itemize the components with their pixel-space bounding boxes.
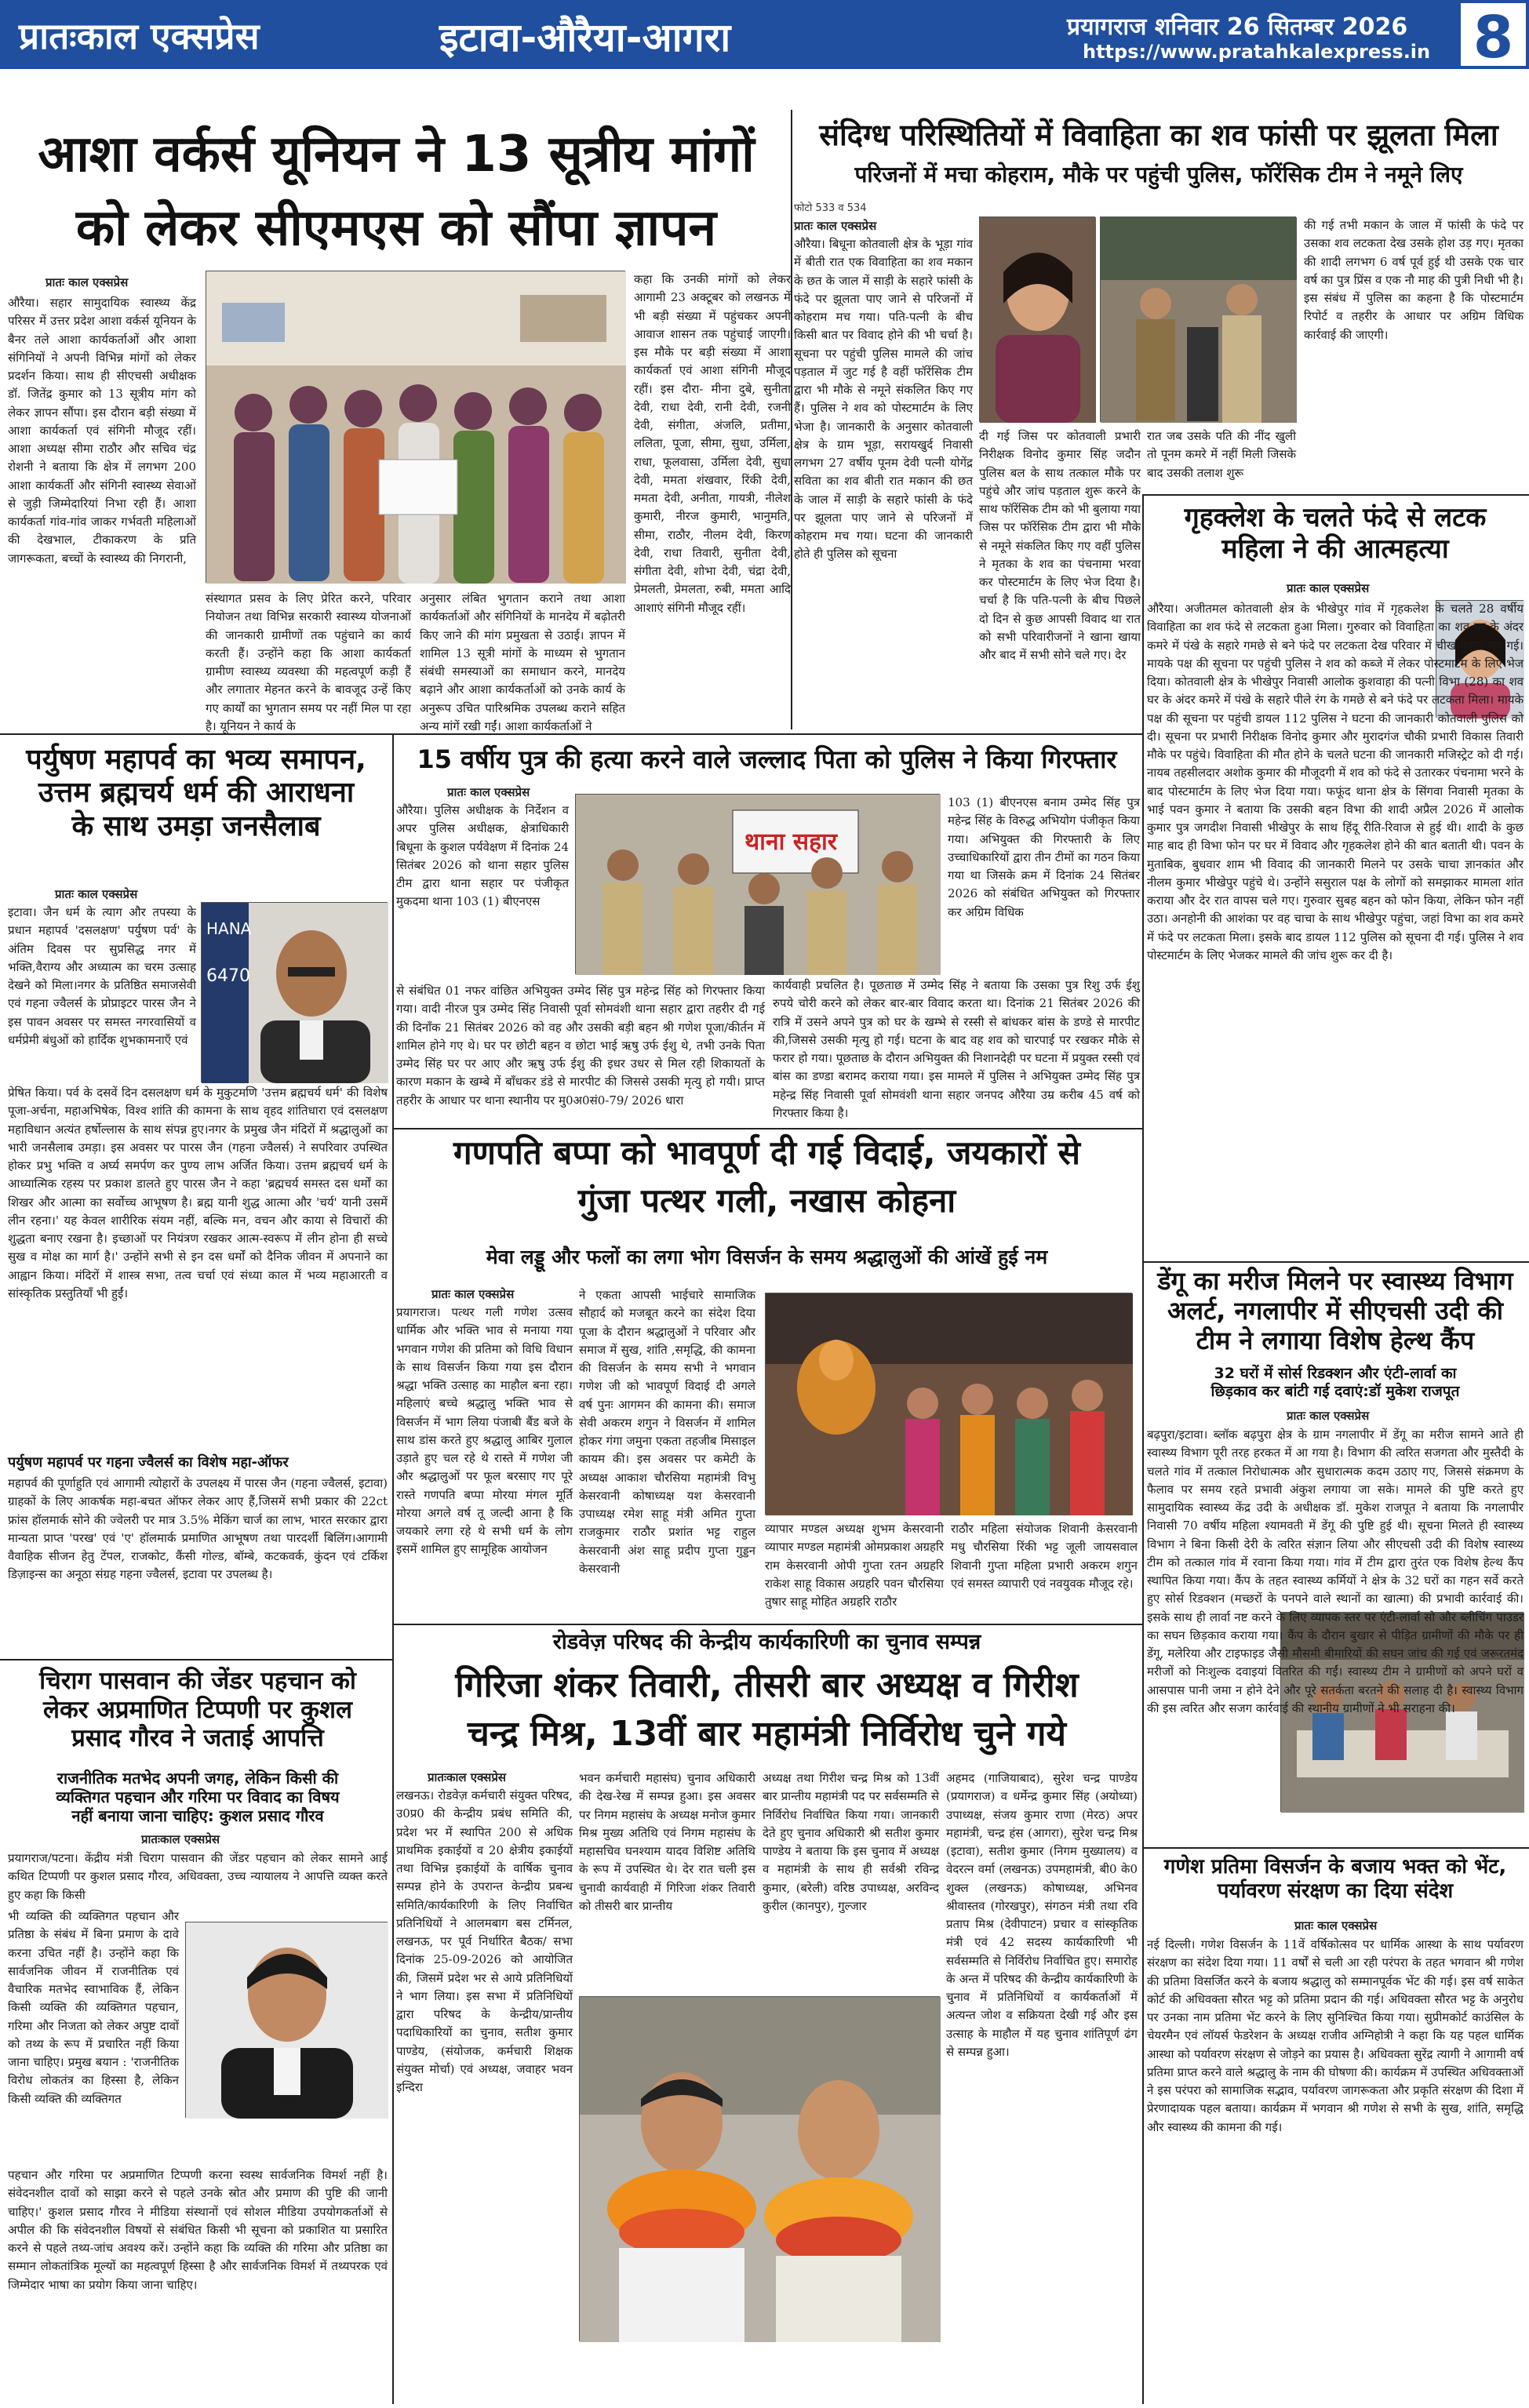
paper-name: प्रातःकाल एक्सप्रेस — [19, 15, 260, 57]
vivahita-photo-woman — [979, 216, 1095, 422]
dateline: प्रयागराज शनिवार 26 सितम्बर 2026 — [1067, 13, 1408, 41]
asha-headline-line2: को लेकर सीएमएस को सौंपा ज्ञापन — [76, 198, 716, 257]
dengue-headline — [1147, 1267, 1524, 1355]
row-rule-7 — [1142, 1847, 1529, 1849]
ganesh-env-headline — [1147, 1855, 1524, 1903]
asha-photo — [206, 271, 625, 583]
leaders-garland-photo — [580, 1997, 941, 2342]
roadways-headline-line1: गिरिजा शंकर तिवारी, तीसरी बार अध्यक्ष व गिरीश — [455, 1665, 1079, 1705]
asha-headline — [8, 125, 785, 258]
roadways-body-col3: अध्यक्ष तथा गिरीश चन्द्र मिश्र को 13वीं बार प्रान्तीय महामंत्री पद पर सर्वसम्मति से निर्विरोध निर्वाचित किया गया। जानकारी देते हुए चुनाव अधिकारी श्री सतीश कुमार पाण्डेय ने बताया कि इस चुनाव में अध्यक्ष व महामंत्री के साथ ही सर्वश्री रविन्द्र कुमार, (बरेली) वरिष्ठ उपाध्यक्ष, अरविन्द कुरील (कानपुर), गुल्जार — [763, 1771, 939, 1913]
chirag-headline-line1: चिराग पासवान की जेंडर पहचान को — [39, 1667, 356, 1695]
ganesh-env-byline: प्रातः काल एक्सप्रेस — [1294, 1919, 1378, 1933]
paryushan-headline-line1: पर्युषण महापर्व का भव्य समापन, — [26, 744, 366, 776]
row-rule-6 — [1142, 1261, 1529, 1263]
chirag-headline — [8, 1667, 388, 1753]
chirag-byline: प्रातःकाल एक्सप्रेस — [141, 1832, 220, 1846]
vivahita-photo-police — [1100, 216, 1296, 422]
woman-portrait-photo — [980, 217, 1096, 423]
row-rule-2 — [392, 1128, 1142, 1129]
hatya-headline: 15 वर्षीय पुत्र की हत्या करने वाले जल्लाद पिता को पुलिस ने किया गिरफ्तार — [417, 744, 1117, 774]
ganpati-headline-line2: गुंजा पत्थर गली, नखास कोहना — [577, 1180, 956, 1220]
asha-byline: प्रातः काल एक्सप्रेस — [46, 275, 129, 289]
vivahita-body-col1: औरैया। बिधूना कोतवाली क्षेत्र के भूड़ा गांव में बीती रात एक विवाहिता का शव मकान के छत के जाल में साड़ी के सहारे फांसी के फंदे पर झूलता पाए जाने से परिजनों में कोहराम मच गया। पति-पत्नी के बीच किसी बात पर विवाद होने की भी चर्चा है। सूचना पर पहुंची पुलिस मामले की जांच पड़ताल में जुट गई है वहीं फॉरेंसिक टीम द्वारा भी मौके से नमूने संकलित किए गए हैं। पुलिस ने शव को पोस्टमार्टम के लिए भेजा है। जानकारी के अनुसार कोतवाली क्षेत्र के ग्राम भूड़ा, सरायखुर्द निवासी लगभग 27 वर्षीय पूनम देवी पत्नी योगेंद्र सविता का शव बीती रात मकान की छत के जाल में साड़ी के सहारे फांसी के फंदे पर झूलता पाए जाने से परिजनों में कोहराम मच गया। घटना की जानकारी होते ही पुलिस को सूचना — [794, 237, 973, 562]
paryushan-photo — [201, 902, 388, 1082]
chirag-headline-line2: लेकर अप्रमाणित टिप्पणी पर कुशल — [42, 1695, 353, 1724]
dengue-subhead-line1: 32 घरों में सोर्स रिडक्शन और एंटी-लार्वा का — [1214, 1365, 1457, 1382]
vivahita-body-col2: दी गई जिस पर कोतवाली प्रभारी निरीक्षक विनोद कुमार सिंह जदौन पुलिस बल के साथ तत्काल मौके पर पहुंचे और जांच पड़ताल शुरू करने के साथ फॉरेंसिक टीम को भी बुलाया गया जिस पर फॉरेंसिक टीम द्वारा भी मौके से नमूने संकलित किए गए वहीं पुलिस ने मृतका के शव का पंचनामा भरवा कर पोस्टमार्टम के लिए भेज दिया है। चर्चा है कि पति-पत्नी के बीच पिछले दो दिन से कुछ आपसी विवाद था रात को सभी परिवारीजनों ने खाना खाया और बाद में सभी सोने चले गए। देर — [979, 429, 1141, 662]
row-rule-4 — [0, 1659, 392, 1661]
grihklesh-headline-line1: गृहक्लेश के चलते फंदे से लटक — [1184, 502, 1487, 533]
thana-sign-text: थाना सहार — [744, 828, 838, 856]
paryushan-offer-body: महापर्व की पूर्णाहुति एवं आगामी त्योहारों के उपलक्ष्य में पारस जैन (गहना ज्वैलर्स, इटावा) ग्राहकों के लिए आकर्षक महा-बचत ऑफर लेकर आए हैं,जिसमें सभी प्रकार की 22ct फ्रांस हॉलमार्क सोने की ज्वेलरी पर मात्र 3.5% मेकिंग चार्ज का लाभ, भारत सरकार द्वारा मान्यता प्राप्त 'परख' एवं 'ए' हॉलमार्क प्रमाणित आभूषण तथा पारदर्शी बिलिंग।आगामी वैवाहिक सीजन हेतु टेंपल, राजकोट, कैंसी गोल्ड, बॉम्बे, कटकवर्क, कुंदन एवं टर्किश डिज़ाइन्स का अनूठा संग्रह गहना ज्वैलर्स, इटावा पर उपलब्ध है। — [8, 1476, 388, 1582]
hatya-photo — [575, 794, 940, 974]
paryushan-headline-line2: उत्तम ब्रह्मचर्य धर्म की आराधना — [38, 777, 355, 809]
vivahita-byline: प्रातः काल एक्सप्रेस — [794, 219, 877, 233]
ganpati-body-col3: व्यापार मण्डल अध्यक्ष शुभम केसरवानी व्यापार मण्डल महामंत्री ओमप्रकाश अग्रहरि राम केसरवानी ओपी गुप्ता रतन अग्रहरि राकेश साहू विकास अग्रहरि पवन चौरसिया तुषार साहू मोहित अग्रहरि राठौर — [765, 1522, 944, 1609]
roadways-headline — [396, 1661, 1138, 1758]
man-portrait-photo-2 — [186, 1922, 388, 2119]
roadways-headline-line2: चन्द्र मिश्र, 13वीं बार महामंत्री निर्विरोध चुने गये — [467, 1713, 1067, 1754]
ganesh-env-body: नई दिल्ली। गणेश विसर्जन के 11वें वर्षिकोत्सव पर धार्मिक आस्था के साथ पर्यावरण संरक्षण का संदेश दिया गया। 11 वर्षों से चली आ रही परंपरा के तहत भगवान श्री गणेश की प्रतिमा विसर्जित करने के बजाय श्रद्धालु को सम्मानपूर्वक भेंट की गई। इस वर्ष साकेत कोर्ट की अधिवक्ता सौरत भट्ट को प्रतिमा प्रदान की गई। अधिवक्ता सौरत भट्ट के अनुरोध पर उनका नाम प्रतिमा भेंट करने के लिए सुनिश्चित किया गया। सुप्रीमकोर्ट काउंसिल के चेयरमैन एवं लॉयर्स फेडरेशन के अध्यक्ष राजीव अग्निहोत्री ने कहा कि यह पहल धार्मिक आस्था को पर्यावरण संरक्षण से जोड़ने का प्रयास है। अधिवक्ता सुरेंद्र त्यागी ने आगामी वर्ष प्रतिमा प्राप्त करने वाले श्रद्धालु के नाम की घोषणा की। कार्यक्रम में उपस्थित अधिवक्ताओं ने इस परंपरा को सामाजिक सद्भाव, पर्यावरण जागरूकता और प्रकृति संरक्षण की दिशा में प्रेरणादायक पहल बताया। कार्यक्रम में भगवान श्री गणेश से सभी के सुख, शांति, समृद्धि और स्वास्थ्य की कामना की गई। — [1147, 1937, 1524, 2134]
dengue-headline-line1: डेंगू का मरीज मिलने पर स्वास्थ्य विभाग — [1157, 1266, 1513, 1296]
roadways-body-col1: लखनऊ। रोडवेज़ कर्मचारी संयुक्त परिषद, उ0प्र0 की केन्द्रीय प्रबंध समिति की, प्रदेश भर में स्थापित 200 से अधिक प्राथमिक इकाईयों व 20 क्षेत्रीय इकाईयों तथा विभिन्न इकाईयों के वार्षिक चुनाव सम्पन्न होने के उपरान्त केन्द्रीय प्रबन्ध समिति/कार्यकारिणी के लिए निर्वाचित प्रतिनिधियों ने आलमबाग बस टर्मिनल, लखनऊ, पर पूर्व निर्धारित बैठक/ सभा दिनांक 25-09-2026 को आयोजित की, जिसमें प्रदेश भर से आये प्रतिनिधियों ने भाग लिया। इस सभा में प्रतिनिधियों द्वारा परिषद के केन्द्रीय/प्रान्तीय पदाधिकारियों का चुनाव, सतीश कुमार पाण्डेय, (संयोजक, कर्मचारी शिक्षक संयुक्त मोर्चा) एवं अध्यक्ष, जवाहर भवन इन्दिरा — [396, 1788, 573, 2094]
man-portrait-photo — [202, 903, 388, 1083]
chirag-subhead-line1: राजनीतिक मतभेद अपनी जगह, लेकिन किसी की — [56, 1769, 339, 1788]
vivahita-body-col3: रात जब उसके पति की नींद खुली तो पूनम कमरे में नहीं मिली जिसके बाद उसकी तलाश शुरू — [1147, 429, 1296, 480]
paryushan-byline: प्रातः काल एक्सप्रेस — [55, 887, 138, 901]
ganpati-photo — [765, 1293, 1132, 1515]
sign-number-text: 6470 — [206, 966, 250, 986]
paryushan-offer-heading: पर्युषण महापर्व पर गहना ज्वैलर्स का विशेष महा-ऑफर — [8, 1454, 289, 1471]
roadways-body-col4: अहमद (गाजियाबाद), सुरेश चन्द्र पाण्डेय (प्रयागराज) व धर्मेन्द्र कुमार सिंह (अयोध्या) उपाध्यक्ष, संजय कुमार राणा (मेरठ) अपर महामंत्री, चन्द्र हंस (आगरा), सुरेश चन्द्र मिश्र (इटावा), सतीश कुमार (निगम मुख्यालय) व वेदरत्न वर्मा (लखनऊ) उपमहामंत्री, बी0 के0 शुक्ल (लखनऊ) कोषाध्यक्ष, अभिनव श्रीवास्तव (गोरखपुर), संगठन मंत्री तथा रवि प्रताप मिश्र (देवीपाटन) प्रचार व सांस्कृतिक मंत्री एवं 42 सदस्य कार्यकारिणी भी सर्वसम्मति से निर्विरोध निर्वाचित हुए। समारोह के अन्त में परिषद की केन्द्रीय कार्यकारिणी के चुनाव में प्रतिनिधियों व कार्यकर्ताओं में अत्यन्त जोश व सक्रियता देखी गई और इस उत्साह के माहौल में यह चुनाव शांतिपूर्ण ढंग से सम्पन्न हुआ। — [946, 1771, 1138, 2059]
asha-body-col4: कहा कि उनकी मांगों को लेकर आगामी 23 अक्टूबर को लखनऊ में भी बड़ी संख्या में पहुंचकर अपनी आवाज शासन तक पहुंचाई जाएगी। इस मौके पर बड़ी संख्या में आशा कार्यकर्ता एवं आशा संगिनी मौजूद रहीं। इस दौरा- मीना दुबे, सुनीता देवी, राधा देवी, रानी देवी, रजनी देवी, संगीता, अंजलि, प्रतीमा, ललिता, पूजा, सीमा, सुधा, उर्मिला, राधा, फूलवासा, उर्मिला देवी, सुधा देवी, ममता शंखवार, रिंकी देवी, ममता देवी, अनीता, गायत्री, नीलेश कुमारी, नीरज कुमारी, भानुमति, सीमा, राठौर, नीलम देवी, किरण देवी, राधा तिवारी, सुनीता देवी, संगीता देवी, शोभा देवी, चंद्रा देवी, प्रेमलती, प्रेमलता, रुबी, ममता आदि आशाएं संगिनी मौजूद रहीं। — [634, 272, 791, 615]
ganpati-body-col1: प्रयागराज। पत्थर गली गणेश उत्सव धार्मिक और भक्ति भाव से मनाया गया भगवान गणेश की प्रतिमा को विधि विधान के साथ विसर्जन किया गया इस दौरान श्रद्धा भक्ति उत्साह का माहौल बना रहा। महिलाएं बच्चे श्रद्धालु भक्ति भाव से विसर्जन में भाग लिया पंजाबी बैंड बजे के साथ डांस करते हुए श्रद्धालु आबिर गुलाल उड़ाते हुए चल रहे थे रास्ते में गणेश जी और श्रद्धालुओं पर फूल बरसाए गए पूरे रास्ते गणपति बप्पा मोरया मंगल मूर्ति मोरया अगले वर्ष तू जल्दी आना है कि जयकारे लगा रहे थे सभी धर्म के लोग इसमें शामिल हुए सामूहिक आयोजन — [396, 1305, 573, 1557]
grihklesh-body: औरैया। अजीतमल कोतवाली क्षेत्र के भीखेपुर गांव में गृहकलेश के चलते 28 वर्षीय विवाहिता का शव फंदे से लटकता हुआ मिला। गुरुवार को विवाहिता का शव घर के अंदर कमरे में पंखे के सहारे गमछे से बने फंदे पर लटकता देख परिवार में चीख-पुकार मच गई। मायके पक्ष की सूचना पर पहुंची पुलिस ने शव को कब्जे में लेकर पोस्टमार्टम के लिए भेज दिया। कोतवाली क्षेत्र के भीखेपुर निवासी आलोक कुशवाहा की पत्नी विभा (28) का शव घर के अंदर कमरे में पंखे के सहारे पीले रंग के गमछे से बने फंदे पर लटकता मिला। मायके पक्ष की सूचना पर पहुंची डायल 112 पुलिस ने घटना की जानकारी कोतवाली पुलिस को दी। सूचना पर प्रभारी निरीक्षक विनोद कुमार और मुरादगंज चौकी प्रभारी विकास तिवारी मौके पर पहुंचे। विवाहिता की मौत होने के चलते घटना की जानकारी मजिस्ट्रेट को दी गई। नायब तहसीलदार अशोक कुमार की मौजूदगी में शव को फंदे से उतारकर पंचनामा भरने के बाद पोस्टमार्टम के लिए भेज दिया गया। फफूंद थाना क्षेत्र के सिंगवा निवासी मृतका के भाई पवन कुमार ने बताया कि उसकी बहन विभा की शादी अप्रैल 2026 में आलोक कुमार पुत्र जगदीश निवासी भीखेपुर के साथ हिंदू रीति-रिवाज से हुई थी। शादी के कुछ माह बाद ही विभा फोन पर घर में विवाद और गृहकलेश होने की बात बताती थी। पवन के मुताबिक, बुधवार शाम भी विवाद की जानकारी मिलने पर उसके चाचा ज्ञानकांत और नीलम कुमार भीखेपुर पहुंचे थे। उन्होंने ससुराल पक्ष के लोगों को समझाकर मामला शांत कराया और देर रात वापस चले गए। गुरुवार सुबह बहन को फोन किया, लेकिन फोन नहीं उठा। अनहोनी की आशंका पर वह चाचा के साथ भीखेपुर पहुंचा, जहां विभा का शव कमरे में फंदे पर लटकता मिला। इसके बाद डायल 112 पुलिस को सूचना दी गई। पुलिस ने शव पोस्टमार्टम के लिए भेजकर मामले की जांच शुरू कर दी है। — [1147, 602, 1524, 962]
chirag-photo — [185, 1922, 388, 2118]
asha-body-col3: अनुसार लंबित भुगतान कराने तथा आशा कार्यकर्ताओं और संगिनियों के मानदेय में बढ़ोतरी किए जाने की मांग प्रमुखता से उठाई। ज्ञापन में शामिल 13 सूत्री मांगों के माध्यम से भुगतान संबंधी समस्याओं का समाधान करने, मानदेय बढ़ाने और आशा कार्यकर्ताओं को उनके कार्य के अनुरूप उचित पारिश्रमिक उपलब्ध कराने सहित अन्य मांगें रखी गईं। आशा कार्यकर्ताओं ने — [420, 591, 625, 733]
ganpati-body-col2: ने एकता आपसी भाईचारे सामाजिक सौहार्द को मजबूत करने का संदेश दिया पूजा के दौरान श्रद्धालुओं ने परिवार और समाज में सुख, शांति ,समृद्धि, की कामना की विसर्जन के समय सभी ने भगवान गणेश जी को भावपूर्ण विदाई दी अगले वर्ष पुनः आगमन की कामना की। समाज सेवी अकरम शगुन ने विसर्जन में शामिल होकर गंगा जमुना एकता तहजीब मिसाइल कायम की। इस अवसर पर कमेटी के अध्यक्ष आकाश चौरसिया महामंत्री विभु केसरवानी कोषाध्यक्ष यश केसरवानी उपाध्यक्ष रमेश साहू मंत्री अमित गुप्ता राजकुमार राठौर प्रशांत भट्ट राहुल केसरवानी अंश साहू प्रदीप गुप्ता गुड्डन केसरवानी — [579, 1288, 755, 1576]
hana-sign-text: HANA — [206, 919, 252, 938]
paryushan-headline — [8, 744, 384, 843]
row-rule-3 — [392, 1624, 1142, 1625]
masthead — [0, 0, 1529, 69]
website-link[interactable]: https://www.pratahkalexpress.in — [1083, 41, 1431, 63]
police-arrest-photo — [576, 795, 941, 975]
vivahita-photo-label: फोटो 533 व 534 — [794, 202, 867, 214]
dengue-body: बढ़पुरा/इटावा। ब्लॉक बढ़पुरा क्षेत्र के ग्राम नगलापीर में डेंगू का मरीज सामने आते ही स्वास्थ्य विभाग पूरी तरह हरकत में आ गया है। विभाग की त्वरित सजगता और मुस्तैदी के चलते गांव में तत्काल निरोधात्मक और सुधारात्मक कदम उठाए गए, जिससे संक्रमण के फैलाव पर समय रहते प्रभावी अंकुश लगाया जा सके। मामले की पुष्टि करते हुए सामुदायिक स्वास्थ्य केंद्र उदी के अधीक्षक डॉ. मुकेश राजपूत ने बताया कि नगलापीर निवासी 70 वर्षीय महिला श्यामवती में डेंगू की पुष्टि हुई थी। सूचना मिलते ही स्वास्थ्य विभाग ने बिना किसी देरी के त्वरित संज्ञान लिया और सीएचसी उदी की विशेष स्वास्थ्य टीम को तत्काल गांव में रवाना किया गया। गांव में टीम द्वारा तुरंत एक विशेष हेल्थ कैंप स्थापित किया गया। कैंप के तहत स्वास्थ्य कर्मियों ने क्षेत्र के 32 घरों का गहन सर्वे करते हुए सोर्स रिडक्शन (मच्छरों के पनपने वाले स्थानों का खात्मा) की प्रभावी कार्रवाई की। इसके साथ ही लार्वा नष्ट करने के लिए व्यापक स्तर पर एंटी-लार्वा सो और ब्लीचिंग पाउडर का सघन छिड़काव कराया गया। कैंप के दौरान बुखार से पीड़ित ग्रामीणों की मौके पर ही डेंगू, मलेरिया और टाइफाइड जैसी मौसमी बीमारियों की सघन जांच की गई एवं जरूरतमंद मरीजों को निःशुल्क दवाइयां वितरित की गईं। स्वास्थ्य टीम ने ग्रामीणों को अपने घरों व आसपास पानी जमा न होने देने और पूरे सतर्कता बरतने की सलाह दी है। स्वास्थ्य विभाग की इस त्वरित और सजग कार्रवाई की स्थानीय ग्रामीणों ने भी सराहना की। — [1147, 1428, 1524, 1715]
chirag-body-full: पहचान और गरिमा पर अप्रमाणित टिप्पणी करना स्वस्थ सार्वजनिक विमर्श नहीं है। संवेदनशील दावों को साझा करने से पहले उनके स्रोत और प्रमाण की पुष्टि की जानी चाहिए।' कुशल प्रसाद गौरव ने मीडिया संस्थानों एवं सोशल मीडिया उपयोगकर्ताओं से अपील की कि संवेदनशील विषयों से संबंधित किसी भी सूचना को प्रकाशित या प्रसारित करने से पहले तथ्य-जांच अवश्य करें। उन्होंने कहा कि व्यक्ति की गरिमा और प्रतिष्ठा का सम्मान लोकतांत्रिक मूल्यों का महत्वपूर्ण हिस्सा है और सार्वजनिक विमर्श में तथ्यपरक एवं जिम्मेदार भाषा का प्रयोग किया जाना चाहिए। — [8, 2168, 388, 2292]
roadways-kicker: रोडवेज़ परिषद की केन्द्रीय कार्यकारिणी का चुनाव सम्पन्न — [552, 1630, 981, 1654]
row-rule-1 — [0, 733, 1142, 735]
roadways-byline: प्रातःकाल एक्सप्रेस — [428, 1770, 506, 1784]
dengue-headline-line2: अलर्ट, नगलापीर में सीएचसी उदी की — [1167, 1295, 1504, 1326]
vivahita-body-col4: की गई तभी मकान के जाल में फांसी के फंदे पर उसका शव लटकता देख उसके होश उड़ गए। मृतका की शादी लगभग 6 वर्ष पूर्व हुई थी उसके एक चार वर्ष का पुत्र प्रिंस व एक नौ माह की पुत्री निधी भी है। इस संबंध में पुलिस का कहना है कि पोस्टमार्टम रिपोर्ट व तहरीर के आधार पर अग्रिम विधिक कार्रवाई की जाएगी। — [1304, 218, 1524, 342]
chirag-subhead — [8, 1769, 388, 1825]
grihklesh-headline — [1147, 502, 1524, 565]
row-rule-5 — [1142, 494, 1529, 496]
grihklesh-headline-line2: महिला ने की आत्महत्या — [1221, 533, 1449, 566]
column-rule-1 — [791, 110, 792, 729]
vivahita-headline: संदिग्ध परिस्थितियों में विवाहिता का शव फांसी पर झूलता मिला — [819, 118, 1498, 152]
chirag-headline-line3: प्रसाद गौरव ने जताई आपत्ति — [71, 1724, 324, 1753]
column-rule-3 — [1142, 494, 1144, 2404]
roadways-body-col2: भवन कर्मचारी महासंघ) चुनाव अधिकारी की देख-रेख में सम्पन्न हुआ। इस अवसर पर निगम महासंघ के अध्यक्ष मनोज कुमार मिश्र मुख्य अतिथि एवं निगम महासंघ के महासचिव घनश्याम यादव विशिष्ट अतिथि के रूप में उपस्थित थे। देर रात चली इस चुनावी कार्यवाही में गिरिजा शंकर तिवारी को तीसरी बार प्रान्तीय — [579, 1771, 755, 1913]
ganpati-headline-line1: गणपति बप्पा को भावपूर्ण दी गई विदाई, जयकारों से — [453, 1133, 1080, 1172]
column-rule-2 — [392, 733, 394, 2404]
asha-body-col2: संस्थागत प्रसव के लिए प्रेरित करने, परिवार नियोजन तथा विभिन्न सरकारी स्वास्थ्य योजनाओं की जानकारी ग्रामीणों तक पहुंचाने का कार्य करती हैं। उन्होंने कहा कि आशा कार्यकर्ता ग्रामीण स्वास्थ्य व्यवस्था की महत्वपूर्ण कड़ी हैं और लगातार मेहनत करने के बावजूद उन्हें किए गए कार्यों का भुगतान समय पर नहीं मिल पा रहा है। यूनियन ने कार्य के — [206, 591, 411, 733]
hatya-body-right: 103 (1) बीएनएस बनाम उम्मेद सिंह पुत्र महेन्द्र सिंह के विरुद्ध अभियोग पंजीकृत किया गया। अभियुक्त की गिरफ्तारी के लिए उच्चाधिकारियों द्वारा तीन टीमों का गठन किया गया था जिसके क्रम में दिनांक 24 सितंबर 2026 को संबंधित अभियुक्त को गिरफ्तार कर अग्रिम विधिक — [948, 795, 1140, 919]
hatya-byline: प्रातः काल एक्सप्रेस — [447, 785, 530, 799]
chirag-subhead-line2: व्यक्तिगत पहचान और गरिमा पर विवाद का विषय — [56, 1788, 340, 1806]
police-scene-photo — [1101, 217, 1297, 423]
paryushan-headline-line3: के साथ उमड़ा जनसैलाब — [71, 809, 321, 842]
asha-body-col1: औरैया। सहार सामुदायिक स्वास्थ्य केंद्र परिसर में उत्तर प्रदेश आशा वर्कर्स यूनियन के बैनर तले आशा कार्यकर्ताओं और आशा संगिनियों ने अपनी विभिन्न मांगों को लेकर प्रदर्शन किया। साथ ही सीएचसी अधीक्षक डॉ. जितेंद्र कुमार को 13 सूत्रीय मांग को लेकर ज्ञापन सौंपा। इस दौरान बड़ी संख्या में आशा कार्यकर्ता एवं संगिनी मौजूद रहीं। आशा अध्यक्ष सीमा राठौर और सचिव चंद्र रोशनी ने बताया कि क्षेत्र में लगभग 200 आशा कार्यकर्ती और संगिनी स्वास्थ्य सेवाओं से जुड़ी जिम्मेदारियां निभा रही हैं। आशा कार्यकर्ता गांव-गांव जाकर गर्भवती महिलाओं की देखभाल, टीकाकरण के प्रति जागरूकता, बच्चों के स्वास्थ्य की निगरानी, — [8, 296, 196, 566]
ganesh-visarjan-photo — [766, 1293, 1133, 1515]
grihklesh-byline: प्रातः काल एक्सप्रेस — [1287, 581, 1370, 595]
chirag-body-left: भी व्यक्ति की व्यक्तिगत पहचान और प्रतिष्ठा के संबंध में बिना प्रमाण के दावे करना उचित नहीं है। उन्होंने कहा कि सार्वजनिक जीवन में राजनीतिक एवं वैचारिक मतभेद स्वाभाविक हैं, लेकिन किसी व्यक्ति की व्यक्तिगत पहचान, गरिमा और निजता को लेकर अपुष्ट दावों को तथ्य के रूप में प्रचारित नहीं किया जाना चाहिए। प्रमुख बयान : 'राजनीतिक विरोध लोकतंत्र का हिस्सा है, लेकिन किसी व्यक्ति की व्यक्तिगत — [8, 1909, 179, 2106]
hatya-body-bottom-right: कार्यवाही प्रचलित है। पूछताछ में उम्मेद सिंह ने बताया कि उसका पुत्र रिशु उर्फ ईशु रुपये चोरी करने को लेकर बार-बार विवाद करता था। दिनांक 21 सितंबर 2026 की रात्रि में उसने अपने पुत्र को घर के खम्भे से रस्सी से बांधकर बांस के डण्डे से मारपीट की,जिससे उसकी मृत्यु हो गई। घटना के बाद वह शव को चारपाई पर रखकर मौके से फरार हो गया। पूछताछ के दौरान अभियुक्त की निशानदेही पर घटना में प्रयुक्त रस्सी एवं बांस का डण्डा बरामद कराया गया। इस मामले में पुलिस ने अभियुक्त उम्मेद सिंह पुत्र महेन्द्र सिंह निवासी पूर्वा सोमवंशी थाना सहार जनपद औरैया उम्र करीब 45 वर्ष को गिरफ्तार किया है। — [773, 978, 1140, 1120]
ganpati-subhead: मेवा लड्डू और फलों का लगा भोग विसर्जन के समय श्रद्धालुओं की आंखें हुई नम — [486, 1246, 1048, 1268]
ganesh-env-headline-line2: पर्यावरण संरक्षण का दिया संदेश — [1217, 1879, 1454, 1903]
asha-headline-line1: आशा वर्कर्स यूनियन ने 13 सूत्रीय मांगों — [38, 125, 755, 184]
hatya-body-bottom: से संबंधित 01 नफर वांछित अभियुक्त उम्मेद सिंह पुत्र महेन्द्र सिंह को गिरफ्तार किया गया। वादी नीरज पुत्र उम्मेद सिंह निवासी पूर्वा सोमवंशी थाना सहार द्वारा तहरीर दी गई की दिनाँक 21 सितंबर 2026 को वह और उसकी बड़ी बहन श्री गणेश पूजा/कीर्तन में शामिल होने गए थे। घर पर छोटी बहन व छोटा भाई ऋषु उर्फ ईशु थे, तभी उनके पिता उम्मेद सिंह घर पर आए और ऋषु उर्फ ईशु की इधर उधर से मिल रही शिकायतों के कारण मकान के खम्बे में बाँधकर डंडे से मारपीट की जिससे उसकी मृत्यु हो गयी। प्राप्त तहरीर के आधार पर थाना स्थानीय पर मु0अ0सं0-79/ 2026 धारा — [396, 984, 765, 1108]
paryushan-body-col1: इटावा। जैन धर्म के त्याग और तपस्या के प्रधान महापर्व 'दसलक्षण' पर्युषण पर्व' के अंतिम दिवस पर सुप्रसिद्ध नगर में भक्ति,वैराग्य और अध्यात्म का चरम उत्साह देखने को मिला।नगर के प्रतिष्ठित समाजसेवी एवं गहना ज्वैलर्स के प्रोप्राइटर पारस जैन ने इस पावन अवसर पर समस्त नगरवासियों व धर्मप्रेमी बंधुओं को हार्दिक शुभकामनाएँ एवं — [8, 905, 196, 1047]
roadways-photo — [579, 1996, 940, 2341]
dengue-subhead-line2: छिड़काव कर बांटी गई दवाएं:डॉ मुकेश राजपूत — [1210, 1382, 1460, 1400]
dengue-byline: प्रातः काल एक्सप्रेस — [1287, 1409, 1370, 1423]
ganpati-headline — [396, 1129, 1138, 1225]
chirag-subhead-line3: नहीं बनाया जाना चाहिए: कुशल प्रसाद गौरव — [71, 1806, 324, 1825]
ganpati-body-col4: राठौर महिला संयोजक शिवानी केसरवानी मधु चौरसिया रिंकी भट्ट जूली जायसवाल शिवानी गुप्ता महिला प्रभारी अकरम शगुन एवं समस्त व्यापारी एवं नवयुवक मौजूद रहे। — [951, 1522, 1138, 1591]
page-number: 8 — [1458, 0, 1529, 69]
chirag-body-intro: प्रयागराज/पटना। केंद्रीय मंत्री चिराग पासवान की जेंडर पहचान को लेकर सामने आई कथित टिप्पणी पर कुशल प्रसाद गौरव, अधिवक्ता, उच्च न्यायालय ने आपत्ति व्यक्त करते हुए कहा कि किसी — [8, 1851, 388, 1902]
edition-name: इटावा-औरैया-आगरा — [439, 15, 731, 60]
dengue-subhead — [1147, 1365, 1524, 1401]
paryushan-body-full: प्रेषित किया। पर्व के दसवें दिन दसलक्षण धर्म के मुकुटमणि 'उत्तम ब्रह्मचर्य धर्म' की विशेष पूजा-अर्चना, महाअभिषेक, विश्व शांति की कामना के साथ वृहद शांतिधारा एवं दसलक्षण महाविधान अत्यंत हर्षोल्लास के साथ संपन्न हुए।नगर के प्रमुख जैन मंदिरों में श्रद्धालुओं का भारी जनसैलाब उमड़ा। इस अवसर पर पारस जैन (गहना ज्वैलर्स) ने सपरिवार उपस्थित होकर प्रभु भक्ति व अर्घ्य समर्पण कर पुण्य लाभ अर्जित किया। उत्तम ब्रह्मचर्य धर्म के आध्यात्मिक रहस्य पर प्रकाश डालते हुए पारस जैन ने कहा 'ब्रह्मचर्य समस्त दस धर्मों का शिखर और आत्मा का सर्वोच्च आभूषण है। ब्रह्म यानी शुद्ध आत्मा और 'चर्य' यानी उसमें लीन रहना।' यह केवल शारीरिक संयम नहीं, बल्कि मन, वचन और काया से विचारों की शुद्धता बनाए रखना है। इच्छाओं पर नियंत्रण रखकर आत्म-स्वरूप में लीन होना ही सच्चे सुख व मोक्ष का मार्ग है।' उन्होंने सभी से इन दस धर्मों को दैनिक जीवन में अपनाने का आह्वान किया। मंदिरों में शास्त्र सभा, तत्व चर्चा एवं संध्या काल में भव्य महाआरती व सांस्कृतिक प्रस्तुतियाँ भी हुईं। — [8, 1086, 388, 1300]
ganpati-byline: प्रातः काल एक्सप्रेस — [431, 1287, 515, 1301]
vivahita-subhead: परिजनों में मचा कोहराम, मौके पर पहुंची पुलिस, फॉरेंसिक टीम ने नमूने लिए — [854, 162, 1463, 187]
ganesh-env-headline-line1: गणेश प्रतिमा विसर्जन के बजाय भक्त को भेंट, — [1163, 1855, 1507, 1879]
hatya-body-left: औरैया। पुलिस अधीक्षक के निर्देशन व अपर पुलिस अधीक्षक, क्षेत्राधिकारी बिधूना के कुशल पर्यवेक्षण में दिनांक 24 सितंबर 2026 को थाना सहार पुलिस टीम द्वारा थाना सहार पर पंजीकृत मुकदमा थाना 103 (1) बीएनएस — [396, 803, 569, 909]
asha-workers-photo — [206, 271, 626, 584]
dengue-headline-line3: टीम ने लगाया विशेष हेल्थ कैंप — [1196, 1325, 1475, 1355]
